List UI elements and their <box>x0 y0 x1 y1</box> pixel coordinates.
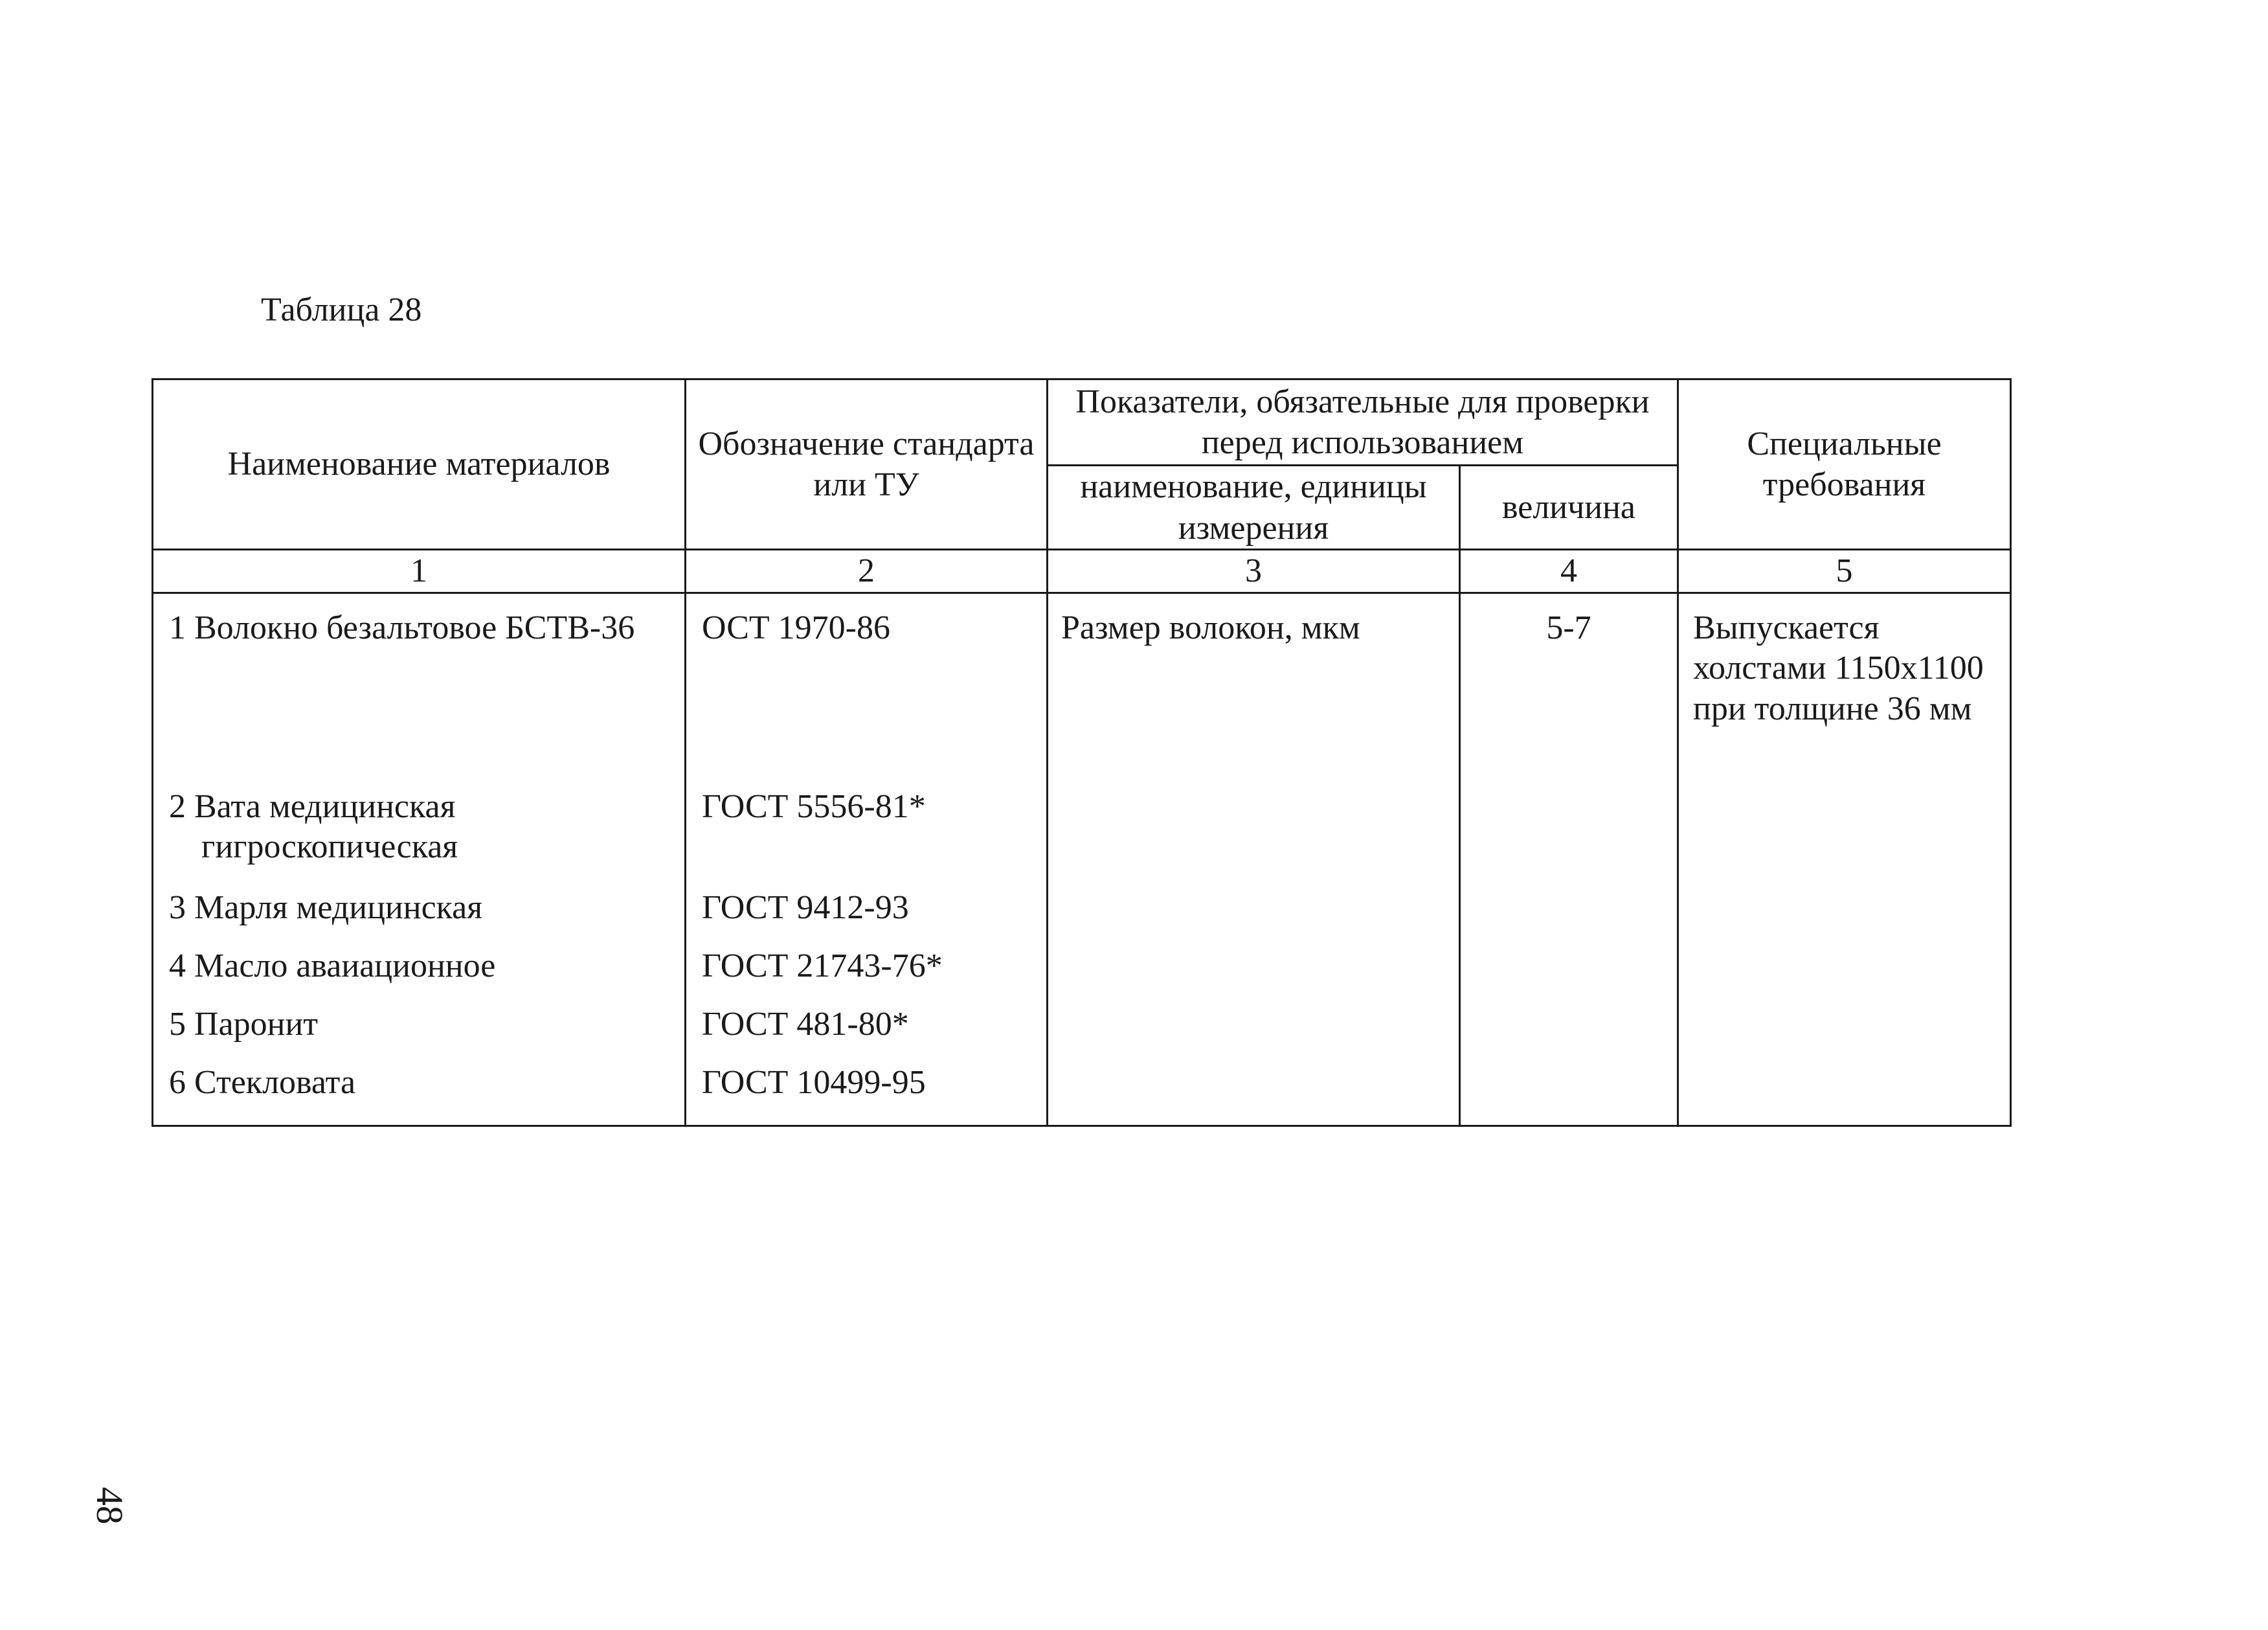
special-cell <box>1678 1004 2011 1063</box>
indicator-cell <box>1048 787 1460 888</box>
standard-cell: ГОСТ 9412-93 <box>686 888 1048 946</box>
indicator-cell <box>1048 1004 1460 1063</box>
material-name-cell <box>153 1063 686 1126</box>
material-name-cell <box>153 946 686 1004</box>
column-number: 2 <box>686 550 1048 593</box>
material-name: 2 Вата медицинская гигроскопическая <box>169 788 458 866</box>
material-name: 3 Марля медицинская <box>169 889 483 926</box>
value-cell <box>1460 787 1678 888</box>
standard-cell: ГОСТ 10499-95 <box>686 1063 1048 1126</box>
material-name-cell <box>153 787 686 888</box>
table-row <box>153 1063 2011 1126</box>
material-name: 6 Стекловата <box>169 1064 356 1101</box>
special-cell <box>1678 1063 2011 1126</box>
special-cell <box>1678 787 2011 888</box>
value-cell <box>1460 946 1678 1004</box>
standard-cell: ГОСТ 481-80* <box>686 1004 1048 1063</box>
table-row <box>153 1004 2011 1063</box>
value-cell <box>1460 888 1678 946</box>
value-cell <box>1460 1063 1678 1126</box>
standard-cell: ГОСТ 21743-76* <box>686 946 1048 1004</box>
special-cell: Выпускается холстами 1150х1100 при толщине 36 мм <box>1678 593 2011 787</box>
indicator-cell <box>1048 1063 1460 1126</box>
value-cell: 5-7 <box>1460 593 1678 787</box>
material-name-cell <box>153 1004 686 1063</box>
header-material-name: Наименование материалов <box>153 379 686 550</box>
column-number: 4 <box>1460 550 1678 593</box>
header-indicator-value: величина <box>1460 466 1678 550</box>
special-cell <box>1678 946 2011 1004</box>
standard-cell: ОСТ 1970-86 <box>686 593 1048 787</box>
page-number: 48 <box>89 1487 131 1524</box>
header-special-requirements: Специальные требования <box>1678 379 2011 550</box>
table-caption: Таблица 28 <box>261 291 422 328</box>
materials-table <box>152 378 2012 1127</box>
material-name-cell <box>153 888 686 946</box>
material-name: 5 Паронит <box>169 1006 319 1043</box>
table-row <box>153 593 2011 787</box>
value-cell <box>1460 1004 1678 1063</box>
indicator-cell: Размер волокон, мкм <box>1048 593 1460 787</box>
indicator-cell <box>1048 888 1460 946</box>
table-row <box>153 888 2011 946</box>
table-row <box>153 946 2011 1004</box>
special-cell <box>1678 888 2011 946</box>
indicator-cell <box>1048 946 1460 1004</box>
material-name-cell <box>153 593 686 787</box>
header-indicator-name: наименование, единицы измерения <box>1048 466 1460 550</box>
column-number: 1 <box>153 550 686 593</box>
material-name: 4 Масло аваиационное <box>169 947 496 984</box>
column-number: 5 <box>1678 550 2011 593</box>
column-number: 3 <box>1048 550 1460 593</box>
header-standard: Обозначение стандарта или ТУ <box>686 379 1048 550</box>
material-name: 1 Волокно безальтовое БСТВ-36 <box>169 609 635 646</box>
header-indicators-group: Показатели, обязательные для проверки перед использованием <box>1048 379 1678 466</box>
standard-cell: ГОСТ 5556-81* <box>686 787 1048 888</box>
table-row <box>153 787 2011 888</box>
